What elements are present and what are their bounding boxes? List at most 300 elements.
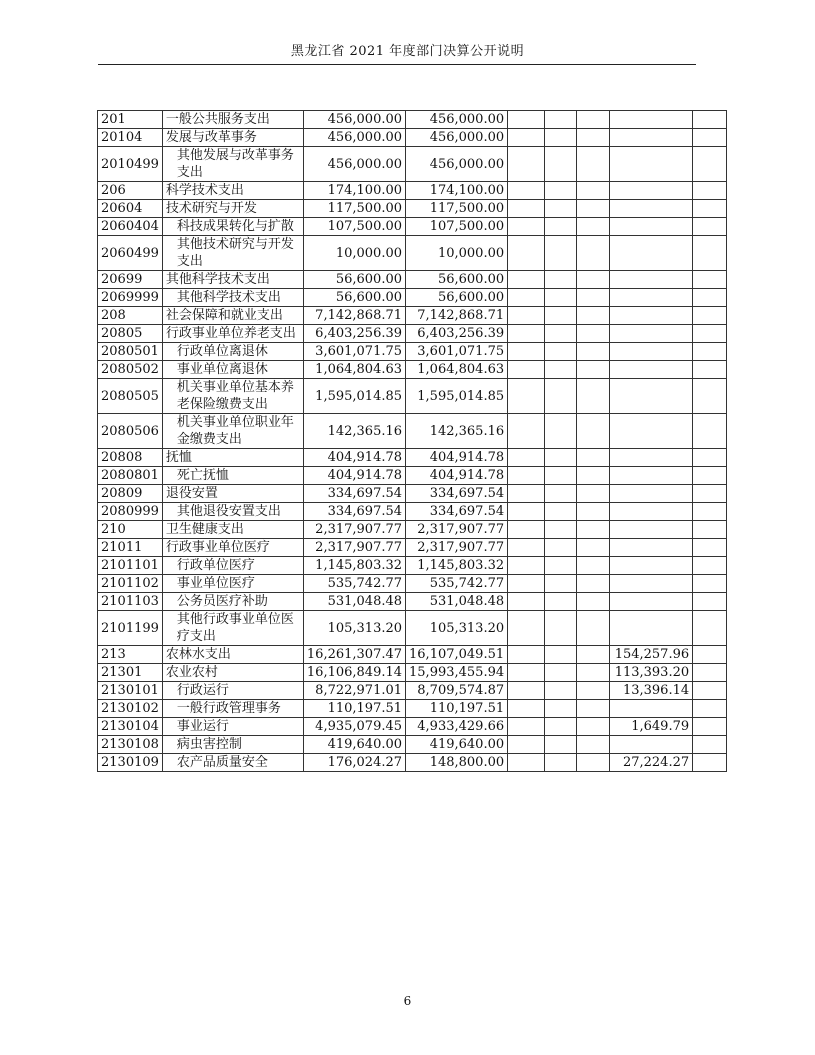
table-row bbox=[98, 700, 727, 718]
cell-item-name: 事业运行 bbox=[162, 718, 303, 736]
cell-item-name: 行政运行 bbox=[162, 682, 303, 700]
cell-col7 bbox=[693, 700, 727, 718]
table-row bbox=[98, 503, 727, 521]
cell-code: 20699 bbox=[98, 271, 163, 289]
cell-item-name: 技术研究与开发 bbox=[162, 200, 303, 218]
table-row bbox=[98, 611, 727, 646]
cell-basic-expenditure: 1,595,014.85 bbox=[406, 379, 508, 414]
table-row bbox=[98, 575, 727, 593]
cell-col4 bbox=[545, 289, 577, 307]
cell-basic-expenditure: 4,933,429.66 bbox=[406, 718, 508, 736]
cell-total: 2,317,907.77 bbox=[303, 521, 405, 539]
cell-total: 531,048.48 bbox=[303, 593, 405, 611]
cell-col5 bbox=[577, 271, 610, 289]
cell-col5 bbox=[577, 200, 610, 218]
document-header-title: 黑龙江省 2021 年度部门决算公开说明 bbox=[290, 44, 525, 59]
cell-col4 bbox=[545, 129, 577, 147]
cell-col5 bbox=[577, 467, 610, 485]
cell-basic-expenditure: 15,993,455.94 bbox=[406, 664, 508, 682]
cell-col3 bbox=[508, 539, 545, 557]
cell-col7 bbox=[693, 718, 727, 736]
table-row bbox=[98, 307, 727, 325]
cell-item-name: 其他行政事业单位医疗支出 bbox=[162, 611, 303, 646]
cell-project-expenditure bbox=[610, 147, 693, 182]
cell-col4 bbox=[545, 521, 577, 539]
cell-code: 2101102 bbox=[98, 575, 163, 593]
cell-project-expenditure bbox=[610, 593, 693, 611]
cell-basic-expenditure: 2,317,907.77 bbox=[406, 521, 508, 539]
cell-project-expenditure bbox=[610, 736, 693, 754]
cell-total: 535,742.77 bbox=[303, 575, 405, 593]
cell-col3 bbox=[508, 271, 545, 289]
cell-item-name: 发展与改革事务 bbox=[162, 129, 303, 147]
cell-col7 bbox=[693, 414, 727, 449]
cell-item-name: 机关事业单位职业年金缴费支出 bbox=[162, 414, 303, 449]
cell-col7 bbox=[693, 557, 727, 575]
cell-col4 bbox=[545, 449, 577, 467]
cell-col3 bbox=[508, 575, 545, 593]
cell-project-expenditure bbox=[610, 700, 693, 718]
cell-col7 bbox=[693, 467, 727, 485]
cell-col3 bbox=[508, 754, 545, 772]
cell-col3 bbox=[508, 557, 545, 575]
cell-col3 bbox=[508, 289, 545, 307]
cell-code: 2130109 bbox=[98, 754, 163, 772]
cell-col3 bbox=[508, 111, 545, 129]
cell-col3 bbox=[508, 718, 545, 736]
table-row bbox=[98, 664, 727, 682]
cell-col4 bbox=[545, 271, 577, 289]
cell-total: 456,000.00 bbox=[303, 147, 405, 182]
cell-col7 bbox=[693, 682, 727, 700]
cell-code: 21011 bbox=[98, 539, 163, 557]
table-row bbox=[98, 129, 727, 147]
cell-col5 bbox=[577, 664, 610, 682]
cell-col4 bbox=[545, 503, 577, 521]
cell-total: 1,064,804.63 bbox=[303, 361, 405, 379]
cell-col5 bbox=[577, 182, 610, 200]
cell-code: 2130101 bbox=[98, 682, 163, 700]
cell-project-expenditure bbox=[610, 575, 693, 593]
table-row bbox=[98, 593, 727, 611]
cell-col5 bbox=[577, 718, 610, 736]
cell-col5 bbox=[577, 736, 610, 754]
cell-col4 bbox=[545, 736, 577, 754]
cell-total: 1,595,014.85 bbox=[303, 379, 405, 414]
cell-col4 bbox=[545, 718, 577, 736]
cell-col7 bbox=[693, 736, 727, 754]
cell-basic-expenditure: 2,317,907.77 bbox=[406, 539, 508, 557]
cell-col7 bbox=[693, 271, 727, 289]
cell-basic-expenditure: 56,600.00 bbox=[406, 289, 508, 307]
cell-code: 2080505 bbox=[98, 379, 163, 414]
cell-code: 2130102 bbox=[98, 700, 163, 718]
cell-project-expenditure bbox=[610, 111, 693, 129]
table-row bbox=[98, 557, 727, 575]
table-row bbox=[98, 111, 727, 129]
cell-col4 bbox=[545, 467, 577, 485]
table-row bbox=[98, 218, 727, 236]
cell-col5 bbox=[577, 236, 610, 271]
cell-basic-expenditure: 404,914.78 bbox=[406, 467, 508, 485]
cell-total: 16,261,307.47 bbox=[303, 646, 405, 664]
cell-total: 456,000.00 bbox=[303, 129, 405, 147]
cell-total: 176,024.27 bbox=[303, 754, 405, 772]
cell-code: 2101103 bbox=[98, 593, 163, 611]
table-row bbox=[98, 754, 727, 772]
cell-col3 bbox=[508, 379, 545, 414]
cell-item-name: 卫生健康支出 bbox=[162, 521, 303, 539]
cell-total: 117,500.00 bbox=[303, 200, 405, 218]
cell-project-expenditure bbox=[610, 449, 693, 467]
cell-col5 bbox=[577, 218, 610, 236]
cell-col7 bbox=[693, 289, 727, 307]
table-row bbox=[98, 271, 727, 289]
cell-code: 201 bbox=[98, 111, 163, 129]
cell-total: 456,000.00 bbox=[303, 111, 405, 129]
cell-item-name: 死亡抚恤 bbox=[162, 467, 303, 485]
cell-code: 20808 bbox=[98, 449, 163, 467]
cell-item-name: 公务员医疗补助 bbox=[162, 593, 303, 611]
cell-col7 bbox=[693, 593, 727, 611]
cell-project-expenditure bbox=[610, 236, 693, 271]
cell-basic-expenditure: 7,142,868.71 bbox=[406, 307, 508, 325]
cell-col4 bbox=[545, 646, 577, 664]
cell-col4 bbox=[545, 593, 577, 611]
table-row bbox=[98, 646, 727, 664]
table-row bbox=[98, 682, 727, 700]
cell-col7 bbox=[693, 218, 727, 236]
cell-basic-expenditure: 1,064,804.63 bbox=[406, 361, 508, 379]
cell-total: 4,935,079.45 bbox=[303, 718, 405, 736]
cell-col5 bbox=[577, 325, 610, 343]
cell-code: 2080506 bbox=[98, 414, 163, 449]
cell-basic-expenditure: 456,000.00 bbox=[406, 111, 508, 129]
cell-col5 bbox=[577, 682, 610, 700]
cell-basic-expenditure: 105,313.20 bbox=[406, 611, 508, 646]
cell-col5 bbox=[577, 575, 610, 593]
cell-col7 bbox=[693, 539, 727, 557]
cell-item-name: 其他科学技术支出 bbox=[162, 271, 303, 289]
cell-total: 404,914.78 bbox=[303, 449, 405, 467]
cell-col5 bbox=[577, 503, 610, 521]
table-row bbox=[98, 325, 727, 343]
cell-project-expenditure bbox=[610, 467, 693, 485]
cell-col4 bbox=[545, 307, 577, 325]
cell-code: 210 bbox=[98, 521, 163, 539]
cell-col5 bbox=[577, 754, 610, 772]
cell-col5 bbox=[577, 414, 610, 449]
cell-col5 bbox=[577, 361, 610, 379]
cell-basic-expenditure: 456,000.00 bbox=[406, 129, 508, 147]
cell-total: 56,600.00 bbox=[303, 289, 405, 307]
cell-col4 bbox=[545, 485, 577, 503]
cell-item-name: 农林水支出 bbox=[162, 646, 303, 664]
cell-col7 bbox=[693, 200, 727, 218]
table-row bbox=[98, 521, 727, 539]
cell-col7 bbox=[693, 521, 727, 539]
cell-col3 bbox=[508, 218, 545, 236]
cell-item-name: 行政单位离退休 bbox=[162, 343, 303, 361]
cell-item-name: 事业单位离退休 bbox=[162, 361, 303, 379]
cell-code: 2130108 bbox=[98, 736, 163, 754]
cell-code: 2101199 bbox=[98, 611, 163, 646]
cell-code: 2080501 bbox=[98, 343, 163, 361]
table-row bbox=[98, 467, 727, 485]
cell-col7 bbox=[693, 325, 727, 343]
cell-col5 bbox=[577, 147, 610, 182]
cell-code: 2060404 bbox=[98, 218, 163, 236]
cell-col7 bbox=[693, 343, 727, 361]
cell-col7 bbox=[693, 182, 727, 200]
cell-basic-expenditure: 56,600.00 bbox=[406, 271, 508, 289]
cell-total: 404,914.78 bbox=[303, 467, 405, 485]
cell-col3 bbox=[508, 736, 545, 754]
cell-project-expenditure: 113,393.20 bbox=[610, 664, 693, 682]
cell-col5 bbox=[577, 521, 610, 539]
cell-total: 6,403,256.39 bbox=[303, 325, 405, 343]
cell-basic-expenditure: 148,800.00 bbox=[406, 754, 508, 772]
cell-col5 bbox=[577, 646, 610, 664]
cell-col4 bbox=[545, 379, 577, 414]
cell-total: 8,722,971.01 bbox=[303, 682, 405, 700]
cell-item-name: 一般行政管理事务 bbox=[162, 700, 303, 718]
cell-col7 bbox=[693, 575, 727, 593]
cell-basic-expenditure: 10,000.00 bbox=[406, 236, 508, 271]
cell-col4 bbox=[545, 700, 577, 718]
cell-basic-expenditure: 117,500.00 bbox=[406, 200, 508, 218]
cell-col3 bbox=[508, 700, 545, 718]
cell-project-expenditure: 27,224.27 bbox=[610, 754, 693, 772]
cell-col5 bbox=[577, 611, 610, 646]
cell-basic-expenditure: 334,697.54 bbox=[406, 503, 508, 521]
cell-col3 bbox=[508, 593, 545, 611]
cell-col7 bbox=[693, 664, 727, 682]
cell-col4 bbox=[545, 147, 577, 182]
expenditure-table bbox=[97, 110, 727, 772]
cell-col3 bbox=[508, 200, 545, 218]
cell-item-name: 其他技术研究与开发支出 bbox=[162, 236, 303, 271]
cell-total: 174,100.00 bbox=[303, 182, 405, 200]
cell-col4 bbox=[545, 664, 577, 682]
cell-col3 bbox=[508, 449, 545, 467]
cell-total: 56,600.00 bbox=[303, 271, 405, 289]
cell-col3 bbox=[508, 485, 545, 503]
cell-basic-expenditure: 531,048.48 bbox=[406, 593, 508, 611]
cell-project-expenditure bbox=[610, 361, 693, 379]
table-row bbox=[98, 736, 727, 754]
cell-basic-expenditure: 110,197.51 bbox=[406, 700, 508, 718]
cell-code: 2069999 bbox=[98, 289, 163, 307]
cell-col4 bbox=[545, 575, 577, 593]
cell-item-name: 病虫害控制 bbox=[162, 736, 303, 754]
cell-col3 bbox=[508, 521, 545, 539]
table-row bbox=[98, 200, 727, 218]
cell-col5 bbox=[577, 307, 610, 325]
cell-project-expenditure bbox=[610, 129, 693, 147]
cell-total: 3,601,071.75 bbox=[303, 343, 405, 361]
cell-code: 213 bbox=[98, 646, 163, 664]
cell-col5 bbox=[577, 700, 610, 718]
cell-col4 bbox=[545, 218, 577, 236]
cell-col7 bbox=[693, 147, 727, 182]
cell-code: 2010499 bbox=[98, 147, 163, 182]
cell-basic-expenditure: 174,100.00 bbox=[406, 182, 508, 200]
cell-total: 419,640.00 bbox=[303, 736, 405, 754]
table-row bbox=[98, 539, 727, 557]
cell-project-expenditure bbox=[610, 325, 693, 343]
cell-item-name: 行政事业单位医疗 bbox=[162, 539, 303, 557]
cell-col4 bbox=[545, 200, 577, 218]
cell-project-expenditure bbox=[610, 414, 693, 449]
table-row bbox=[98, 182, 727, 200]
cell-total: 7,142,868.71 bbox=[303, 307, 405, 325]
cell-code: 20104 bbox=[98, 129, 163, 147]
page-number: 6 bbox=[403, 994, 412, 1008]
cell-col4 bbox=[545, 414, 577, 449]
cell-project-expenditure: 154,257.96 bbox=[610, 646, 693, 664]
cell-col7 bbox=[693, 646, 727, 664]
cell-col3 bbox=[508, 307, 545, 325]
cell-total: 142,365.16 bbox=[303, 414, 405, 449]
cell-project-expenditure bbox=[610, 521, 693, 539]
cell-basic-expenditure: 16,107,049.51 bbox=[406, 646, 508, 664]
table-row bbox=[98, 147, 727, 182]
cell-col7 bbox=[693, 111, 727, 129]
cell-basic-expenditure: 334,697.54 bbox=[406, 485, 508, 503]
cell-code: 20805 bbox=[98, 325, 163, 343]
cell-basic-expenditure: 142,365.16 bbox=[406, 414, 508, 449]
cell-code: 2130104 bbox=[98, 718, 163, 736]
cell-project-expenditure: 13,396.14 bbox=[610, 682, 693, 700]
table-row bbox=[98, 449, 727, 467]
cell-col4 bbox=[545, 682, 577, 700]
cell-col3 bbox=[508, 503, 545, 521]
cell-item-name: 机关事业单位基本养老保险缴费支出 bbox=[162, 379, 303, 414]
cell-project-expenditure bbox=[610, 200, 693, 218]
cell-total: 334,697.54 bbox=[303, 503, 405, 521]
cell-code: 21301 bbox=[98, 664, 163, 682]
cell-col7 bbox=[693, 379, 727, 414]
cell-total: 107,500.00 bbox=[303, 218, 405, 236]
table-row bbox=[98, 343, 727, 361]
cell-col4 bbox=[545, 611, 577, 646]
cell-col4 bbox=[545, 754, 577, 772]
cell-col3 bbox=[508, 236, 545, 271]
cell-project-expenditure bbox=[610, 539, 693, 557]
cell-project-expenditure bbox=[610, 289, 693, 307]
cell-basic-expenditure: 1,145,803.32 bbox=[406, 557, 508, 575]
cell-item-name: 科技成果转化与扩散 bbox=[162, 218, 303, 236]
cell-item-name: 抚恤 bbox=[162, 449, 303, 467]
cell-project-expenditure bbox=[610, 379, 693, 414]
cell-col5 bbox=[577, 129, 610, 147]
cell-basic-expenditure: 404,914.78 bbox=[406, 449, 508, 467]
cell-item-name: 其他退役安置支出 bbox=[162, 503, 303, 521]
cell-col3 bbox=[508, 646, 545, 664]
cell-col3 bbox=[508, 664, 545, 682]
cell-project-expenditure bbox=[610, 611, 693, 646]
cell-col5 bbox=[577, 289, 610, 307]
cell-col5 bbox=[577, 379, 610, 414]
cell-col4 bbox=[545, 325, 577, 343]
header-divider bbox=[98, 64, 696, 65]
cell-project-expenditure bbox=[610, 271, 693, 289]
cell-item-name: 行政事业单位养老支出 bbox=[162, 325, 303, 343]
cell-project-expenditure bbox=[610, 182, 693, 200]
cell-col3 bbox=[508, 414, 545, 449]
cell-basic-expenditure: 8,709,574.87 bbox=[406, 682, 508, 700]
cell-col7 bbox=[693, 307, 727, 325]
cell-col3 bbox=[508, 611, 545, 646]
cell-item-name: 行政单位医疗 bbox=[162, 557, 303, 575]
cell-item-name: 其他发展与改革事务支出 bbox=[162, 147, 303, 182]
cell-project-expenditure bbox=[610, 557, 693, 575]
cell-col5 bbox=[577, 111, 610, 129]
cell-col4 bbox=[545, 557, 577, 575]
table-row bbox=[98, 414, 727, 449]
cell-col7 bbox=[693, 449, 727, 467]
cell-col3 bbox=[508, 343, 545, 361]
cell-col3 bbox=[508, 361, 545, 379]
cell-total: 105,313.20 bbox=[303, 611, 405, 646]
cell-item-name: 农业农村 bbox=[162, 664, 303, 682]
table-row bbox=[98, 379, 727, 414]
cell-total: 10,000.00 bbox=[303, 236, 405, 271]
cell-col4 bbox=[545, 343, 577, 361]
cell-item-name: 一般公共服务支出 bbox=[162, 111, 303, 129]
cell-basic-expenditure: 6,403,256.39 bbox=[406, 325, 508, 343]
cell-col5 bbox=[577, 485, 610, 503]
cell-item-name: 社会保障和就业支出 bbox=[162, 307, 303, 325]
cell-item-name: 退役安置 bbox=[162, 485, 303, 503]
cell-col3 bbox=[508, 325, 545, 343]
cell-col3 bbox=[508, 147, 545, 182]
cell-project-expenditure bbox=[610, 307, 693, 325]
cell-project-expenditure bbox=[610, 503, 693, 521]
cell-project-expenditure bbox=[610, 485, 693, 503]
cell-col5 bbox=[577, 539, 610, 557]
cell-basic-expenditure: 419,640.00 bbox=[406, 736, 508, 754]
cell-col4 bbox=[545, 111, 577, 129]
cell-item-name: 科学技术支出 bbox=[162, 182, 303, 200]
cell-total: 1,145,803.32 bbox=[303, 557, 405, 575]
table-row bbox=[98, 236, 727, 271]
cell-total: 2,317,907.77 bbox=[303, 539, 405, 557]
cell-project-expenditure bbox=[610, 343, 693, 361]
cell-col5 bbox=[577, 343, 610, 361]
cell-col7 bbox=[693, 611, 727, 646]
cell-total: 110,197.51 bbox=[303, 700, 405, 718]
cell-item-name: 其他科学技术支出 bbox=[162, 289, 303, 307]
cell-col5 bbox=[577, 449, 610, 467]
cell-total: 334,697.54 bbox=[303, 485, 405, 503]
cell-code: 206 bbox=[98, 182, 163, 200]
cell-col4 bbox=[545, 182, 577, 200]
cell-basic-expenditure: 535,742.77 bbox=[406, 575, 508, 593]
cell-code: 2080502 bbox=[98, 361, 163, 379]
cell-col7 bbox=[693, 485, 727, 503]
cell-code: 2080999 bbox=[98, 503, 163, 521]
table-row bbox=[98, 718, 727, 736]
table-row bbox=[98, 361, 727, 379]
cell-col4 bbox=[545, 539, 577, 557]
cell-col3 bbox=[508, 182, 545, 200]
cell-col5 bbox=[577, 593, 610, 611]
cell-col7 bbox=[693, 503, 727, 521]
cell-code: 20809 bbox=[98, 485, 163, 503]
cell-code: 2101101 bbox=[98, 557, 163, 575]
